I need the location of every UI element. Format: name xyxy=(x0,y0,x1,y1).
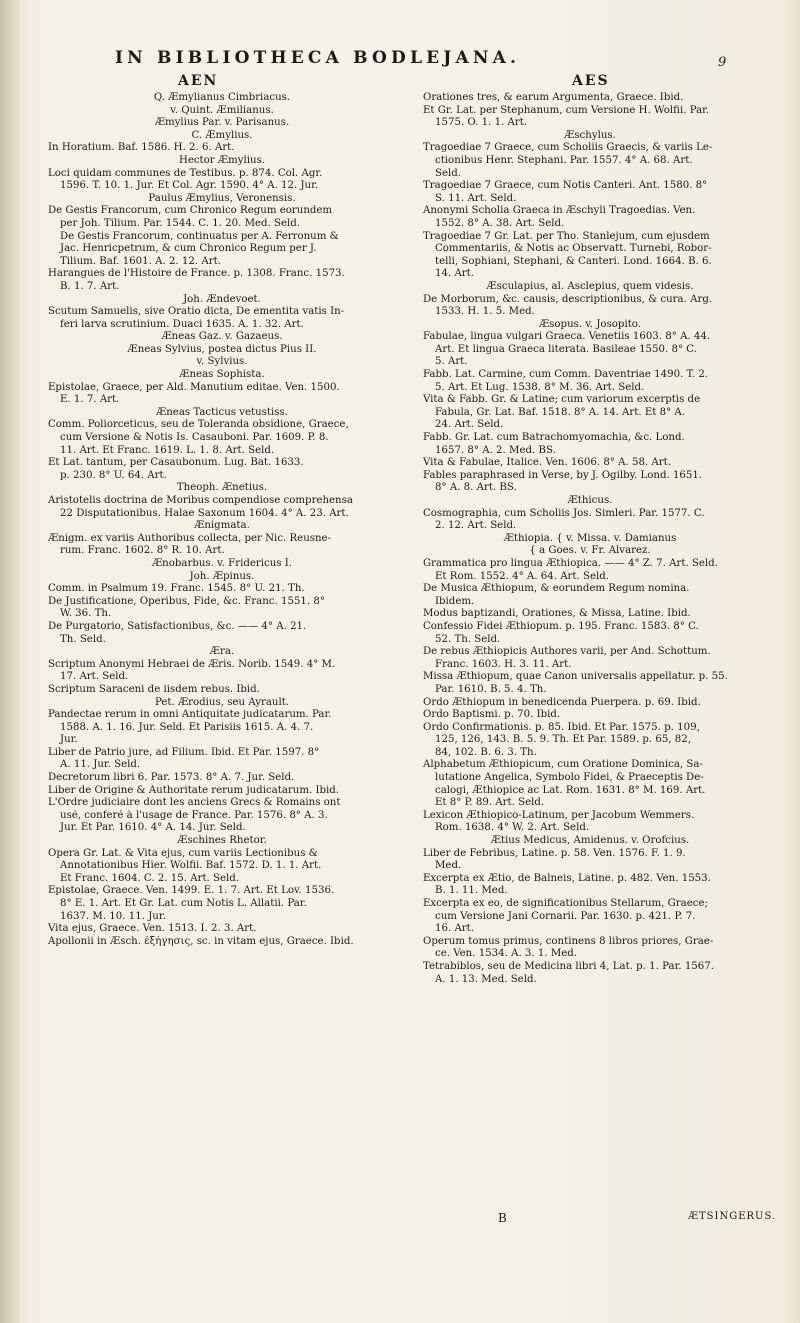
entry-line: Liber de Patrio jure, ad Filium. Ibid. Et Par. 1597. 8° xyxy=(48,746,320,758)
entry-line: Tilium. Baf. 1601. A. 2. 12. Art. xyxy=(60,255,221,267)
entry-line: Scriptum Anonymi Hebraei de Æris. Norib. 1549. 4° M. xyxy=(48,658,336,670)
entry-line: 17. Art. Seld. xyxy=(60,671,129,683)
entry-line: Liber de Origine & Authoritate rerum judicatarum. Ibid. xyxy=(48,784,340,796)
entry-line: Seld. xyxy=(435,167,462,179)
entry-heading: Ætius Medicus, Amidenus. v. Orofcius. xyxy=(490,835,690,847)
entry-line: De Purgatorio, Satisfactionibus, &c. —— 4° A. 21. xyxy=(48,620,307,632)
entry-line: Tragoediae 7 Graece, cum Notis Canteri. Ant. 1580. 8° xyxy=(423,180,708,192)
entry-line: Et Franc. 1604. C. 2. 15. Art. Seld. xyxy=(60,872,240,884)
entry-line: Confessio Fidei Æthiopum. p. 195. Franc. 1583. 8° C. xyxy=(423,620,699,632)
entry-line: ctionibus Henr. Stephani. Par. 1557. 4° A. 68. Art. xyxy=(435,154,693,166)
entry-line: Scutum Samuelis, sive Oratio dicta, De ementita vatis In- xyxy=(48,306,345,318)
entry-line: usé, conferé à l'usage de France. Par. 1576. 8° A. 3. xyxy=(60,809,328,821)
entry-line: De Morborum, &c. causis, descriptionibus, & cura. Arg. xyxy=(423,293,713,305)
entry-heading: Æneas Gaz. v. Gazaeus. xyxy=(161,331,283,343)
entry-line: Ibidem. xyxy=(435,595,475,607)
entry-heading: Æmylius Par. v. Parisanus. xyxy=(154,117,290,129)
entry-line: Ordo Confirmationis. p. 85. Ibid. Et Par. 1575. p. 109, xyxy=(423,721,700,733)
entry-line: Annotationibus Hier. Wolfii. Baf. 1572. D. 1. 1. Art. xyxy=(60,860,322,872)
entry-line: Franc. 1603. H. 3. 11. Art. xyxy=(435,658,572,670)
entry-line: De Gestis Francorum, cum Chronico Regum eorundem xyxy=(48,205,333,217)
entry-line: De rebus Æthiopicis Authores varii, per And. Schottum. xyxy=(423,646,711,658)
entry-line: 14. Art. xyxy=(435,268,474,280)
entry-line: Tragoediae 7 Graece, cum Scholiis Graecis, & variis Le- xyxy=(423,142,713,154)
entry-line: 125, 126, 143. B. 5. 9. Th. Et Par. 1589. p. 65, 82, xyxy=(435,734,691,746)
entry-line: rum. Franc. 1602. 8° R. 10. Art. xyxy=(60,545,225,557)
entry-heading: Æsopus. v. Josopito. xyxy=(538,318,641,330)
entry-line: Lexicon Æthiopico-Latinum, per Jacobum Wemmers. xyxy=(423,809,695,821)
entry-line: Cosmographia, cum Scholiis Jos. Simleri. Par. 1577. C. xyxy=(423,507,705,519)
entry-line: Ordo Æthiopum in benedicenda Puerpera. p. 69. Ibid. xyxy=(423,696,701,708)
entry-line: 8° E. 1. Art. Et Gr. Lat. cum Notis L. Allatii. Par. xyxy=(60,898,307,909)
entry-line: Rom. 1638. 4° W. 2. Art. Seld. xyxy=(435,822,590,834)
entry-line: Et Rom. 1552. 4° A. 64. Art. Seld. xyxy=(435,570,610,582)
entry-line: feri larva scrutinium. Duaci 1635. A. 1. 32. Art. xyxy=(60,318,304,330)
entry-line: Tragoediae 7 Gr. Lat. per Tho. Stanlejum, cum ejusdem xyxy=(423,230,710,242)
entry-line: Fabulae, lingua vulgari Graeca. Venetiis 1603. 8° A. 44. xyxy=(423,331,711,343)
entry-line: Fabula, Gr. Lat. Baf. 1518. 8° A. 14. Art. Et 8° A. xyxy=(435,406,686,418)
entry-line: Jur. Et Par. 1610. 4° A. 14. Jur. Seld. xyxy=(60,822,246,834)
entry-line: Alphabetum Æthiopicum, cum Oratione Dominica, Sa- xyxy=(423,759,703,771)
entry-heading: Ænobarbus. v. Fridericus I. xyxy=(151,557,293,569)
entry-line: Tetrabiblos, seu de Medicina libri 4, Lat. p. 1. Par. 1567. xyxy=(423,960,714,972)
entry-line: B. 1. 7. Art. xyxy=(60,280,120,292)
entry-line: Comm. Poliorceticus, seu de Toleranda obsidione, Graece, xyxy=(48,419,349,431)
entry-line: Fables paraphrased in Verse, by J. Ogilby. Lond. 1651. xyxy=(423,469,703,481)
entry-line: Missa Æthiopum, quae Canon universalis appellatur. p. 55. xyxy=(423,671,728,683)
entry-line: Commentariis, & Notis ac Observatt. Turnebi, Robor- xyxy=(435,243,712,255)
entry-heading: Æschines Rhetor. xyxy=(177,835,267,847)
entry-line: Opera Gr. Lat. & Vita ejus, cum variis Lectionibus & xyxy=(48,847,318,859)
left-column-header: AEN xyxy=(178,73,219,89)
entry-line: De Musica Æthiopum, & eorundem Regum nomina. xyxy=(423,583,690,595)
running-head: IN BIBLIOTHECA BODLEJANA. xyxy=(115,48,521,68)
entry-line: Epistolae, Graece. Ven. 1499. E. 1. 7. Art. Et Lov. 1536. xyxy=(48,885,335,897)
entry-line: L'Ordre judiciaire dont les anciens Grecs & Romains ont xyxy=(48,797,341,809)
entry-line: 1657. 8° A. 2. Med. BS. xyxy=(435,444,556,456)
entry-line: Fabb. Gr. Lat. cum Batrachomyomachia, &c. Lond. xyxy=(423,432,685,444)
entry-line: 52. Th. Seld. xyxy=(435,633,501,645)
entry-heading: Ænigmata. xyxy=(194,520,250,532)
entry-line: Pandectae rerum in omni Antiquitate judicatarum. Par. xyxy=(48,709,332,721)
entry-line: p. 230. 8° U. 64. Art. xyxy=(60,469,167,481)
right-column xyxy=(423,92,757,986)
entry-heading: Joh. Æpinus. xyxy=(189,570,255,582)
entry-line: 24. Art. Seld. xyxy=(435,419,504,431)
signature-mark: B xyxy=(498,1211,507,1225)
entry-heading: v. Quint. Æmilianus. xyxy=(170,104,274,116)
entry-line: Grammatica pro lingua Æthiopica. —— 4° Z. 7. Art. Seld. xyxy=(423,557,718,569)
entry-line: 16. Art. xyxy=(435,923,474,935)
entry-line: ce. Ven. 1534. A. 3. 1. Med. xyxy=(435,948,578,960)
entry-line: Ordo Baptismi. p. 70. Ibid. xyxy=(423,709,561,721)
entry-line: Th. Seld. xyxy=(60,633,106,645)
entry-line: Comm. in Psalmum 19. Franc. 1545. 8° U. 21. Th. xyxy=(48,583,305,595)
entry-line: 5. Art. Et Lug. 1538. 8° M. 36. Art. Seld. xyxy=(435,381,645,393)
entry-line: S. 11. Art. Seld. xyxy=(435,192,517,204)
catchword: ÆTSINGERUS. xyxy=(688,1211,777,1222)
entry-line: Jur. xyxy=(60,734,78,746)
entry-line: Vita & Fabulae, Italice. Ven. 1606. 8° A. 58. Art. xyxy=(423,457,671,469)
entry-heading: Æthiopia. { v. Missa. v. Damianus xyxy=(503,532,677,544)
entry-line: cum Versione Jani Cornarii. Par. 1630. p. 421. P. 7. xyxy=(435,910,696,922)
entry-line: per Joh. Tilium. Par. 1544. C. 1. 20. Med. Seld. xyxy=(60,217,301,229)
entry-line: A. 11. Jur. Seld. xyxy=(60,759,141,771)
entry-line: De Gestis Francorum, continuatus per A. Ferronum & xyxy=(60,230,339,242)
entry-line: Scriptum Saraceni de iisdem rebus. Ibid. xyxy=(48,683,260,695)
entry-line: Et Gr. Lat. per Stephanum, cum Versione H. Wolfii. Par. xyxy=(423,104,710,116)
entry-line: A. 1. 13. Med. Seld. xyxy=(435,973,537,985)
entry-line: Operum tomus primus, continens 8 libros priores, Grae- xyxy=(423,935,714,947)
entry-line: 1588. A. 1. 16. Jur. Seld. Et Parisiis 1615. A. 4. 7. xyxy=(60,721,314,733)
entry-line: Med. xyxy=(435,860,462,872)
entry-heading: Joh. Ændevoet. xyxy=(183,293,261,305)
entry-heading: Æschylus. xyxy=(564,129,616,141)
entry-line: In Horatium. Baf. 1586. H. 2. 6. Art. xyxy=(48,142,235,154)
entry-line: De Justificatione, Operibus, Fide, &c. Franc. 1551. 8° xyxy=(48,595,325,607)
entry-line: Art. Et lingua Graeca literata. Basileae 1550. 8° C. xyxy=(435,343,697,355)
entry-line: Aristotelis doctrina de Moribus compendiose comprehensa xyxy=(48,495,353,506)
entry-line: Fabb. Lat. Carmine, cum Comm. Daventriae 1490. T. 2. xyxy=(423,369,709,381)
entry-line: 1637. M. 10. 11. Jur. xyxy=(60,910,166,922)
entry-line: lutatione Angelica, Symbolo Fidei, & Praeceptis De- xyxy=(435,772,704,784)
entry-line: Decretorum libri 6. Par. 1573. 8° A. 7. Jur. Seld. xyxy=(48,772,295,784)
entry-line: 11. Art. Et Franc. 1619. L. 1. 8. Art. Seld. xyxy=(60,444,275,456)
left-column xyxy=(48,92,396,948)
page-spine-shadow xyxy=(0,0,20,1323)
entry-line: 1596. T. 10. 1. Jur. Et Col. Agr. 1590. 4° A. 12. Jur. xyxy=(60,180,319,192)
entry-heading: Pet. Ærodius, seu Ayrault. xyxy=(154,696,290,708)
entry-heading: C. Æmylius. xyxy=(191,129,253,141)
entry-line: Vita & Fabb. Gr. & Latine; cum variorum excerptis de xyxy=(423,394,701,406)
entry-heading: Theoph. Ænetius. xyxy=(176,482,268,494)
entry-line: B. 1. 11. Med. xyxy=(435,885,508,897)
entry-heading: Q. Æmylianus Cimbriacus. xyxy=(153,92,291,103)
entry-line: 1575. O. 1. 1. Art. xyxy=(435,117,528,129)
entry-line: E. 1. 7. Art. xyxy=(60,394,120,406)
entry-line: Jac. Henricpetrum, & cum Chronico Regum per J. xyxy=(60,243,317,255)
entry-line: Vita ejus, Graece. Ven. 1513. I. 2. 3. Art. xyxy=(48,923,257,935)
entry-line: Harangues de l'Histoire de France. p. 1308. Franc. 1573. xyxy=(48,268,345,280)
entry-heading: Æsculapius, al. Asclepius, quem videsis. xyxy=(486,280,694,292)
entry-heading: v. Sylvius. xyxy=(196,356,248,368)
entry-line: 5. Art. xyxy=(435,356,468,368)
entry-line: Anonymi Scholia Graeca in Æschyli Tragoedias. Ven. xyxy=(423,205,696,217)
entry-heading: Æneas Sophista. xyxy=(179,369,265,381)
entry-line: Par. 1610. B. 5. 4. Th. xyxy=(435,683,547,695)
entry-line: 1552. 8° A. 38. Art. Seld. xyxy=(435,217,565,229)
entry-heading: Æthicus. xyxy=(567,495,613,506)
entry-line: calogi, Æthiopice ac Lat. Rom. 1631. 8° M. 169. Art. xyxy=(435,784,706,796)
entry-line: Modus baptizandi, Orationes, & Missa, Latine. Ibid. xyxy=(423,608,691,620)
entry-line: Orationes tres, & earum Argumenta, Graece. Ibid. xyxy=(423,92,684,103)
entry-line: Et Lat. tantum, per Casaubonum. Lug. Bat. 1633. xyxy=(48,457,304,469)
entry-line: 2. 12. Art. Seld. xyxy=(435,520,517,532)
entry-heading: { a Goes. v. Fr. Alvarez. xyxy=(529,545,651,557)
entry-line: Excerpta ex Ætio, de Balneis, Latine. p. 482. Ven. 1553. xyxy=(423,872,711,884)
entry-line: Apollonii in Æsch. ἐξήγησις, sc. in vitam ejus, Graece. Ibid. xyxy=(48,935,354,947)
right-column-header: AES xyxy=(572,73,610,89)
entry-heading: Æneas Sylvius, postea dictus Pius II. xyxy=(127,343,317,355)
entry-heading: Æneas Tacticus vetustiss. xyxy=(156,406,288,418)
entry-line: Epistolae, Graece, per Ald. Manutium editae. Ven. 1500. xyxy=(48,381,340,393)
entry-line: Ænigm. ex variis Authoribus collecta, per Nic. Reusne- xyxy=(48,532,332,544)
entry-line: 8° A. 8. Art. BS. xyxy=(435,482,517,494)
page-number: 9 xyxy=(718,55,727,70)
entry-heading: Hector Æmylius. xyxy=(178,154,266,166)
entry-line: Et 8° P. 89. Art. Seld. xyxy=(435,797,545,809)
entry-line: Liber de Febribus, Latine. p. 58. Ven. 1576. F. 1. 9. xyxy=(423,847,686,859)
entry-line: 22 Disputationibus. Halae Saxonum 1604. 4° A. 23. Art. xyxy=(60,507,349,519)
entry-line: W. 36. Th. xyxy=(60,608,112,620)
entry-line: telli, Sophiani, Stephani, & Canteri. Lond. 1664. B. 6. xyxy=(435,255,712,267)
entry-line: Loci quidam communes de Testibus. p. 874. Col. Agr. xyxy=(48,167,323,179)
entry-line: 84, 102. B. 6. 3. Th. xyxy=(435,746,537,758)
entry-line: cum Versione & Notis Is. Casauboni. Par. 1609. P. 8. xyxy=(60,432,329,444)
entry-line: 1533. H. 1. 5. Med. xyxy=(435,306,535,318)
entry-heading: Paulus Æmylius, Veronensis. xyxy=(148,192,296,204)
entry-line: Excerpta ex eo, de significationibus Stellarum, Graece; xyxy=(423,898,708,909)
entry-heading: Æra. xyxy=(209,646,235,658)
